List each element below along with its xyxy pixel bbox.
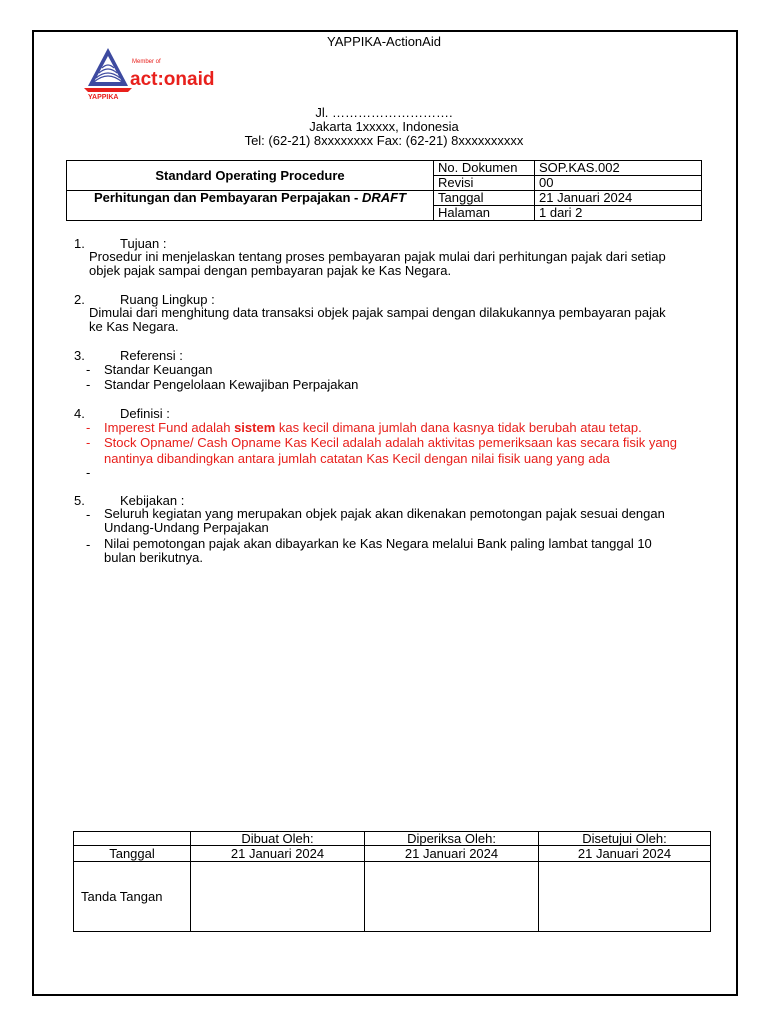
bullet-dash: - xyxy=(86,377,91,392)
doc-label-date: Tanggal xyxy=(434,191,535,206)
doc-label-number: No. Dokumen xyxy=(434,161,535,176)
section-2-text: Dimulai dari menghitung data transaksi objek pajak sampai dengan dilakukannya pembayaran pajak ke Kas Negara. xyxy=(89,305,666,334)
section-4-title: Definisi : xyxy=(120,406,170,421)
policy-item-1: Seluruh kegiatan yang merupakan objek pajak akan dikenakan pemotongan pajak sesuai dengan Undang-Undang Perpajakan xyxy=(104,506,665,535)
document-info-table xyxy=(66,160,702,221)
org-title: YAPPIKA-ActionAid xyxy=(327,34,441,49)
doc-value-revision: 00 xyxy=(535,176,702,191)
doc-value-date: 21 Januari 2024 xyxy=(535,191,702,206)
draft-label: DRAFT xyxy=(361,190,407,205)
bullet-dash: - xyxy=(86,362,91,377)
sig-sign-box-checked xyxy=(365,862,539,932)
definition-1-pre: Imperest Fund adalah xyxy=(104,420,235,435)
logo-member-text: Member of xyxy=(132,59,161,65)
section-3-title: Referensi : xyxy=(120,348,183,363)
bullet-dash: - xyxy=(86,420,91,435)
sig-date-label: Tanggal xyxy=(74,846,191,862)
section-5-title: Kebijakan : xyxy=(120,493,185,508)
doc-value-number: SOP.KAS.002 xyxy=(535,161,702,176)
sig-sign-box-approved xyxy=(539,862,711,932)
section-1-title: Tujuan : xyxy=(120,236,167,251)
logo-brand-text: act:onaid xyxy=(130,69,215,90)
reference-item-1: Standar Keuangan xyxy=(104,362,213,377)
section-5-number: 5. xyxy=(74,493,85,508)
address-line-3: Tel: (62-21) 8xxxxxxxx Fax: (62-21) 8xxxxxxxxxx xyxy=(244,133,524,148)
bullet-dash: - xyxy=(86,537,91,552)
bullet-dash: - xyxy=(86,435,91,450)
sig-sign-box-made xyxy=(191,862,365,932)
sop-subtitle xyxy=(67,191,434,221)
sig-header-approved-by: Disetujui Oleh: xyxy=(539,832,711,846)
section-2-title: Ruang Lingkup : xyxy=(120,292,215,307)
sig-header-made-by: Dibuat Oleh: xyxy=(191,832,365,846)
section-1-text: Prosedur ini menjelaskan tentang proses pembayaran pajak mulai dari perhitungan pajak dari setiap objek pajak sampai dengan pembayaran pajak ke Kas Negara. xyxy=(89,249,666,278)
sop-title: Standard Operating Procedure xyxy=(67,161,434,191)
actionaid-logo xyxy=(74,44,234,102)
address-line-1: Jl. ………………………. xyxy=(315,105,453,120)
sig-empty-header xyxy=(74,832,191,846)
definition-1-post: kas kecil dimana jumlah dana kasnya tidak berubah atau tetap. xyxy=(275,420,642,435)
policy-item-2: Nilai pemotongan pajak akan dibayarkan ke Kas Negara melalui Bank paling lambat tanggal 10 bulan berikutnya. xyxy=(104,536,652,565)
logo-sub-text: YAPPIKA xyxy=(88,94,119,101)
yappika-logo-icon xyxy=(74,44,234,102)
bullet-dash: - xyxy=(86,507,91,522)
reference-item-2: Standar Pengelolaan Kewajiban Perpajakan xyxy=(104,377,359,392)
definition-1-bold: sistem xyxy=(234,420,276,435)
doc-value-page: 1 dari 2 xyxy=(535,206,702,221)
doc-label-revision: Revisi xyxy=(434,176,535,191)
bullet-dash: - xyxy=(86,465,91,480)
section-2-number: 2. xyxy=(74,292,85,307)
definition-item-2: Stock Opname/ Cash Opname Kas Kecil adalah adalah aktivitas pemeriksaan kas secara fisik yang nantinya dibandingkan antara jumlah catatan Kas Kecil dengan nilai fisik uang yang ada xyxy=(104,435,678,466)
sop-subtitle-text: Perhitungan dan Pembayaran Perpajakan - xyxy=(93,190,362,205)
section-4-number: 4. xyxy=(74,406,85,421)
section-1-number: 1. xyxy=(74,236,85,251)
sig-header-checked-by: Diperiksa Oleh: xyxy=(365,832,539,846)
sig-sign-label: Tanda Tangan xyxy=(74,862,191,932)
sig-date-made: 21 Januari 2024 xyxy=(191,846,365,862)
sig-date-checked: 21 Januari 2024 xyxy=(365,846,539,862)
definition-item-1 xyxy=(104,420,684,435)
sig-date-approved: 21 Januari 2024 xyxy=(539,846,711,862)
signature-table xyxy=(73,831,711,932)
doc-label-page: Halaman xyxy=(434,206,535,221)
address-line-2: Jakarta 1xxxxx, Indonesia xyxy=(309,119,459,134)
section-3-number: 3. xyxy=(74,348,85,363)
